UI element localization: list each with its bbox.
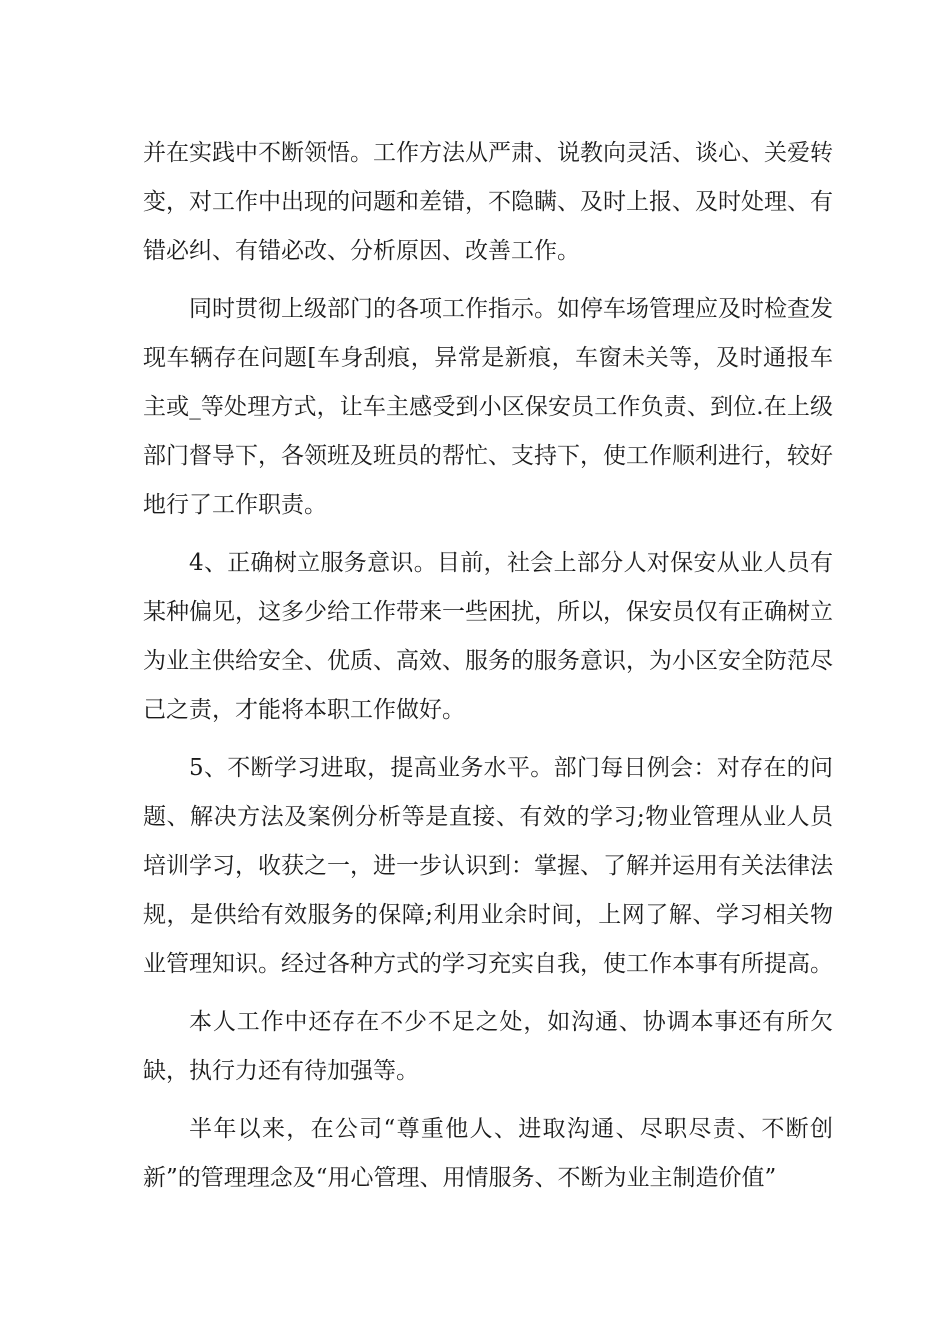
paragraph-instructions: 同时贯彻上级部门的各项工作指示。如停车场管理应及时检查发现车辆存在问题[车身刮痕，异常是新痕，车窗未关等，及时通报车主或_等处理方式，让车主感受到小区保安员工作负责、到位.在上级部门督导下，各领班及班员的帮忙、支持下，使工作顺利进行，较好地行了工作职责。: [143, 296, 833, 518]
document-body: [143, 129, 833, 1203]
paragraph-service-awareness: 4、正确树立服务意识。目前，社会上部分人对保安从业人员有某种偏见，这多少给工作带来一些困扰，所以，保安员仅有正确树立为业主供给安全、优质、高效、服务的服务意识，为小区安全防范尽己之责，才能将本职工作做好。: [143, 550, 833, 723]
paragraph-shortcomings: 本人工作中还存在不少不足之处，如沟通、协调本事还有所欠缺，执行力还有待加强等。: [143, 1009, 833, 1084]
paragraph-learning: 5、不断学习进取，提高业务水平。部门每日例会：对存在的问题、解决方法及案例分析等是直接、有效的学习;物业管理从业人员培训学习，收获之一，进一步认识到：掌握、了解并运用有关法律法规，是供给有效服务的保障;利用业余时间，上网了解、学习相关物业管理知识。经过各种方式的学习充实自我，使工作本事有所提高。: [143, 755, 833, 977]
paragraph-continuation: 并在实践中不断领悟。工作方法从严肃、说教向灵活、谈心、关爱转变，对工作中出现的问题和差错，不隐瞒、及时上报、及时处理、有错必纠、有错必改、分析原因、改善工作。: [143, 140, 833, 264]
paragraph-half-year-summary: 半年以来，在公司“尊重他人、进取沟通、尽职尽责、不断创新”的管理理念及“用心管理、用情服务、不断为业主制造价值”: [143, 1116, 833, 1191]
